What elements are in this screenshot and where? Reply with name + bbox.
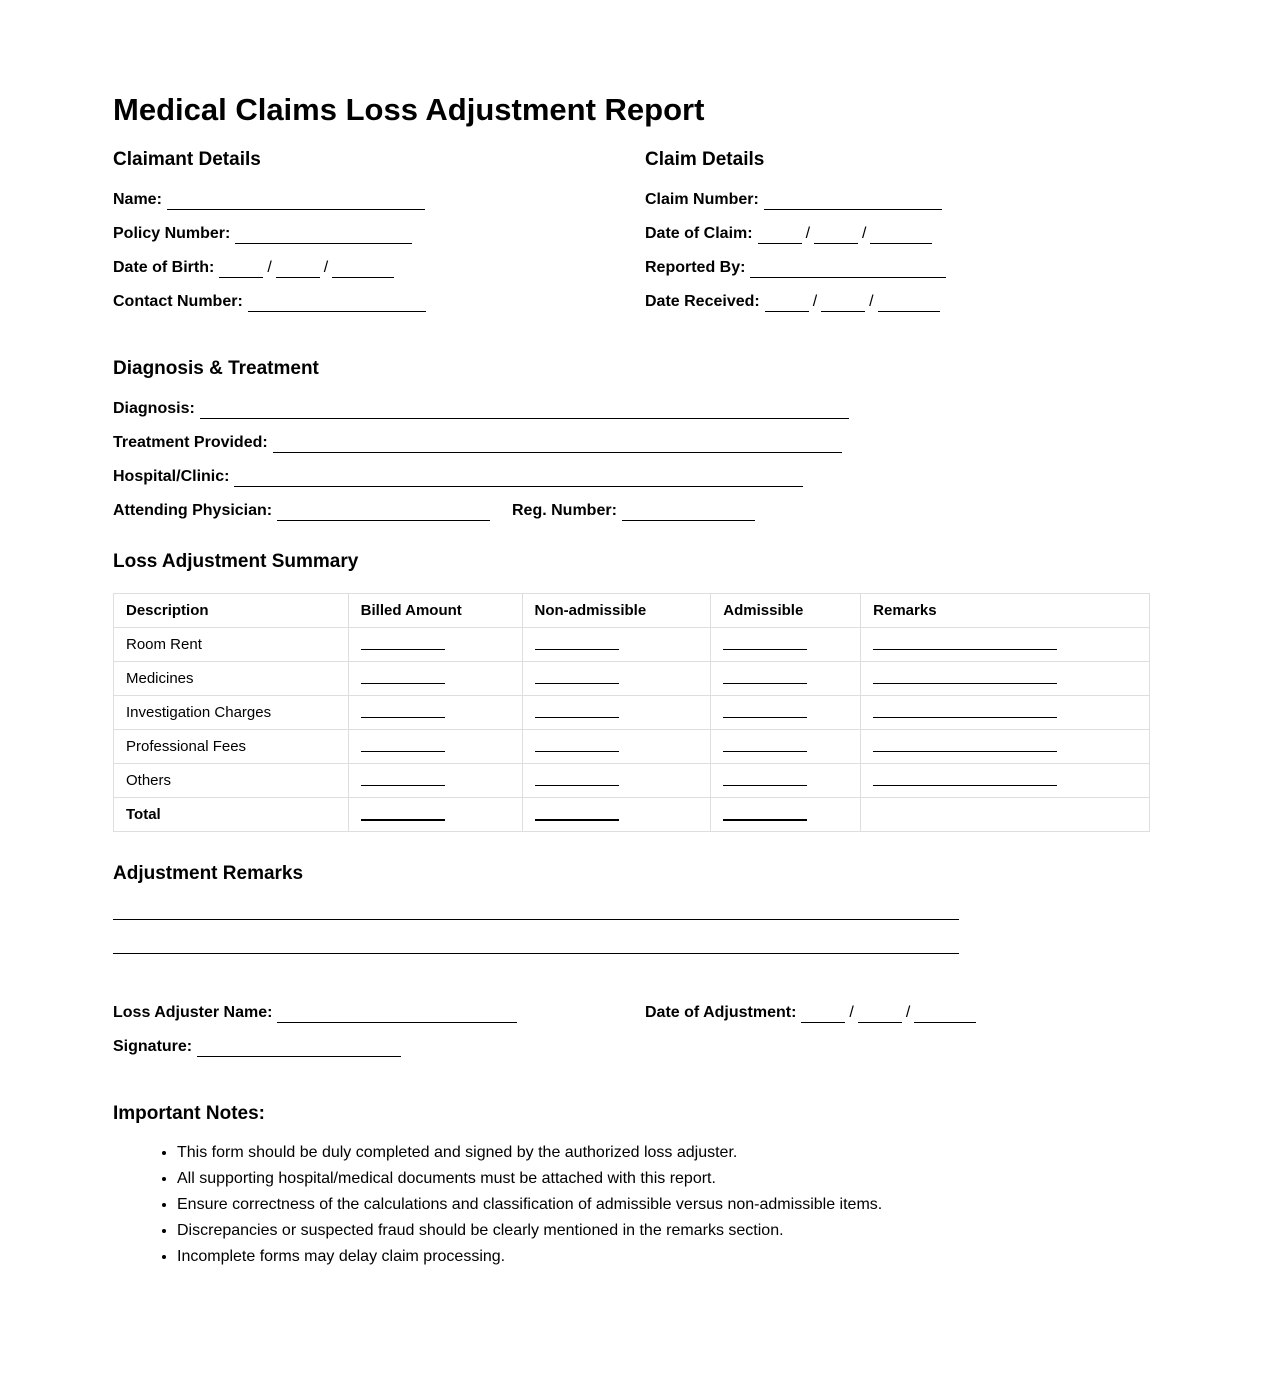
name-input-line[interactable] [167,193,425,210]
admissible-cell[interactable] [711,764,861,798]
column-header-non-admissible: Non-admissible [522,594,711,628]
loss-adjustment-summary-heading: Loss Adjustment Summary [113,551,359,572]
adjustment-year-line[interactable] [914,1006,976,1023]
treatment-field [113,433,842,453]
date-of-birth-field [113,258,394,278]
signature-line[interactable] [197,1040,401,1057]
date-separator: / [849,1004,854,1021]
admissible-cell[interactable] [711,730,861,764]
physician-input-line[interactable] [277,504,490,521]
reg-number-field [512,501,755,521]
total-label: Total [114,798,349,832]
date-separator: / [812,293,818,310]
remarks-line-1[interactable] [113,919,959,920]
admissible-line[interactable] [723,771,807,786]
row-description: Investigation Charges [114,696,349,730]
physician-field [113,501,490,521]
admissible-cell[interactable] [711,696,861,730]
non-admissible-line[interactable] [535,771,619,786]
admissible-line[interactable] [723,635,807,650]
total-remarks-cell [861,798,1150,832]
signature-label: Signature: [113,1038,193,1055]
column-header-admissible: Admissible [711,594,861,628]
date-received-label: Date Received: [645,293,760,310]
total-admissible-cell[interactable] [711,798,861,832]
date-separator: / [905,1004,911,1021]
non-admissible-line[interactable] [535,737,619,752]
diagnosis-field [113,399,849,419]
adjustment-remarks-heading: Adjustment Remarks [113,863,304,884]
name-label: Name: [113,191,162,208]
remarks-cell[interactable] [861,662,1150,696]
dob-year-line[interactable] [332,261,394,278]
claimant-details-heading: Claimant Details [113,149,261,170]
claim-number-label: Claim Number: [645,191,759,208]
table-row [114,764,1150,798]
non-admissible-cell[interactable] [522,696,711,730]
remarks-cell[interactable] [861,696,1150,730]
date-of-claim-label: Date of Claim: [645,225,753,242]
date-of-birth-label: Date of Birth: [113,259,215,276]
treatment-input-line[interactable] [273,436,842,453]
treatment-label: Treatment Provided: [113,434,268,451]
dob-day-line[interactable] [219,261,263,278]
reported-by-input-line[interactable] [750,261,946,278]
contact-number-input-line[interactable] [248,295,426,312]
table-row [114,662,1150,696]
remarks-cell[interactable] [861,764,1150,798]
received-day-line[interactable] [765,295,809,312]
signature-field [113,1037,401,1057]
dob-month-line[interactable] [276,261,320,278]
policy-number-label: Policy Number: [113,225,231,242]
non-admissible-cell[interactable] [522,628,711,662]
column-header-description: Description [114,594,349,628]
total-non-admissible-cell[interactable] [522,798,711,832]
policy-number-field [113,224,412,244]
admissible-line[interactable] [723,703,807,718]
claim-year-line[interactable] [870,227,932,244]
contact-number-field [113,292,426,312]
non-admissible-cell[interactable] [522,730,711,764]
non-admissible-line[interactable] [535,703,619,718]
row-description: Others [114,764,349,798]
claim-details-heading: Claim Details [645,149,765,170]
remarks-cell[interactable] [861,730,1150,764]
remarks-line[interactable] [873,669,1057,684]
date-separator: / [805,225,811,242]
non-admissible-line[interactable] [535,635,619,650]
diagnosis-treatment-heading: Diagnosis & Treatment [113,358,319,379]
list-item: • Incomplete forms may delay claim processing. [177,1244,1177,1270]
date-of-adjustment-field [645,1003,976,1023]
date-separator: / [267,259,272,276]
non-admissible-cell[interactable] [522,764,711,798]
billed-amount-line[interactable] [361,703,445,718]
important-notes-list [113,1140,1177,1270]
admissible-line[interactable] [723,669,807,684]
billed-amount-cell[interactable] [348,730,522,764]
total-non-admissible-line[interactable] [535,805,619,821]
remarks-line-2[interactable] [113,953,959,954]
reg-number-label: Reg. Number: [512,502,617,519]
summary-table [113,593,1150,832]
admissible-cell[interactable] [711,662,861,696]
hospital-field [113,467,803,487]
table-row [114,730,1150,764]
list-item: • Ensure correctness of the calculations and classification of admissible versus non-admissible items. [177,1192,1177,1218]
date-separator: / [869,293,874,310]
non-admissible-cell[interactable] [522,662,711,696]
total-admissible-line[interactable] [723,805,807,821]
billed-amount-line[interactable] [361,669,445,684]
billed-amount-line[interactable] [361,771,445,786]
name-field [113,190,425,210]
total-row [114,798,1150,832]
total-billed-cell[interactable] [348,798,522,832]
received-year-line[interactable] [878,295,940,312]
list-item: • All supporting hospital/medical documents must be attached with this report. [177,1166,1177,1192]
received-month-line[interactable] [821,295,865,312]
physician-label: Attending Physician: [113,502,273,519]
non-admissible-line[interactable] [535,669,619,684]
loss-adjuster-name-line[interactable] [277,1006,517,1023]
page-title: Medical Claims Loss Adjustment Report [113,92,705,127]
adjustment-month-line[interactable] [858,1006,902,1023]
loss-adjuster-name-field [113,1003,517,1023]
billed-amount-line[interactable] [361,635,445,650]
row-description: Professional Fees [114,730,349,764]
adjustment-day-line[interactable] [801,1006,845,1023]
important-notes-heading: Important Notes: [113,1103,265,1124]
remarks-line[interactable] [873,635,1057,650]
claim-number-input-line[interactable] [764,193,942,210]
loss-adjuster-name-label: Loss Adjuster Name: [113,1004,273,1021]
remarks-cell[interactable] [861,628,1150,662]
diagnosis-input-line[interactable] [200,402,849,419]
row-description: Medicines [114,662,349,696]
hospital-label: Hospital/Clinic: [113,468,230,485]
row-description: Room Rent [114,628,349,662]
diagnosis-label: Diagnosis: [113,400,195,417]
reg-number-input-line[interactable] [622,504,755,521]
claim-day-line[interactable] [758,227,802,244]
date-of-claim-field [645,224,932,244]
billed-amount-cell[interactable] [348,764,522,798]
billed-amount-cell[interactable] [348,662,522,696]
total-billed-line[interactable] [361,805,445,821]
admissible-cell[interactable] [711,628,861,662]
column-header-billed-amount: Billed Amount [348,594,522,628]
admissible-line[interactable] [723,737,807,752]
table-row [114,696,1150,730]
claim-month-line[interactable] [814,227,858,244]
remarks-line[interactable] [873,771,1057,786]
column-header-remarks: Remarks [861,594,1150,628]
date-separator: / [862,225,867,242]
remarks-line[interactable] [873,737,1057,752]
claim-number-field [645,190,942,210]
policy-number-input-line[interactable] [235,227,412,244]
billed-amount-cell[interactable] [348,696,522,730]
table-row [114,628,1150,662]
hospital-input-line[interactable] [234,470,803,487]
date-separator: / [323,259,329,276]
list-item: • This form should be duly completed and signed by the authorized loss adjuster. [177,1140,1177,1166]
list-item: • Discrepancies or suspected fraud should be clearly mentioned in the remarks section. [177,1218,1177,1244]
date-received-field [645,292,940,312]
reported-by-field [645,258,946,278]
contact-number-label: Contact Number: [113,293,243,310]
table-header-row [114,594,1150,628]
reported-by-label: Reported By: [645,259,746,276]
billed-amount-line[interactable] [361,737,445,752]
date-of-adjustment-label: Date of Adjustment: [645,1004,797,1021]
billed-amount-cell[interactable] [348,628,522,662]
remarks-line[interactable] [873,703,1057,718]
